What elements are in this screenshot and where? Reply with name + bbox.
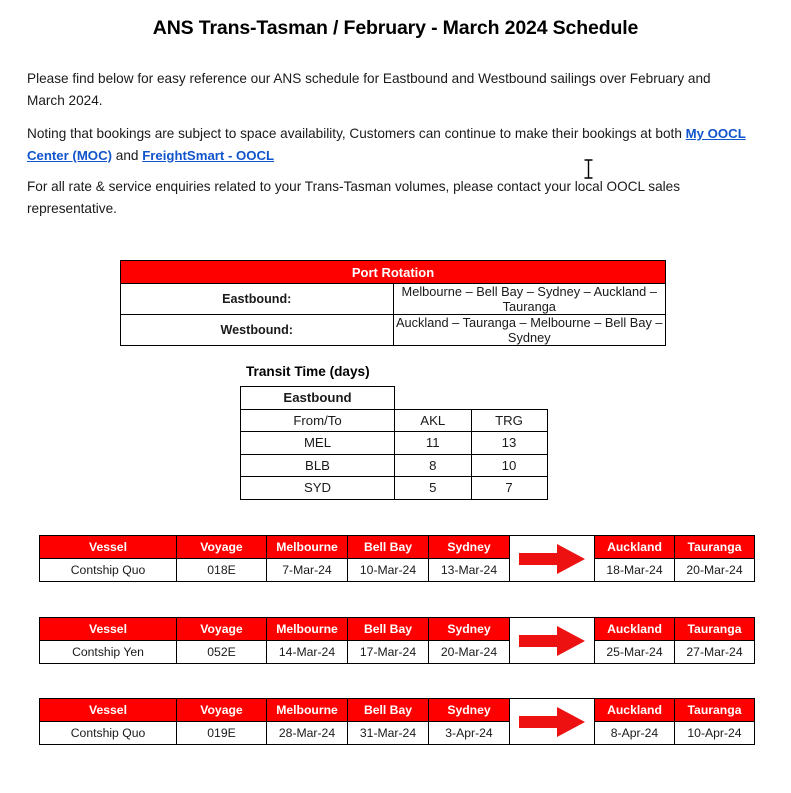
vessel-schedule-table-3 xyxy=(39,698,755,745)
schedule-tauranga-date: 20-Mar-24 xyxy=(675,559,755,582)
transit-time-direction: Eastbound xyxy=(241,387,395,410)
transit-time-header-row xyxy=(241,409,548,432)
schedule-vessel: Contship Quo xyxy=(40,559,177,582)
arrow-right-icon xyxy=(510,618,594,663)
schedule-header-voyage: Voyage xyxy=(177,618,267,641)
transit-time-table xyxy=(240,386,548,500)
schedule-header-melbourne: Melbourne xyxy=(267,536,348,559)
schedule-header-sydney: Sydney xyxy=(429,536,510,559)
schedule-tauranga-date: 27-Mar-24 xyxy=(675,641,755,664)
link-freightsmart-oocl[interactable]: FreightSmart - OOCL xyxy=(142,147,275,163)
table-row xyxy=(40,641,755,664)
port-rotation-table xyxy=(120,260,666,346)
eastbound-arrow-cell xyxy=(510,699,595,745)
schedule-header-melbourne: Melbourne xyxy=(267,618,348,641)
port-rotation-eastbound-label: Eastbound: xyxy=(121,284,394,315)
table-row xyxy=(40,722,755,745)
transit-time-from-syd: SYD xyxy=(241,477,395,500)
schedule-bell-bay-date: 31-Mar-24 xyxy=(348,722,429,745)
schedule-header-bell-bay: Bell Bay xyxy=(348,536,429,559)
port-rotation-westbound-ports: Auckland – Tauranga – Melbourne – Bell Bay – Sydney xyxy=(393,315,666,346)
eastbound-arrow-cell xyxy=(510,618,595,664)
link-my-oocl-center[interactable]: My OOCL Center (MOC) xyxy=(27,126,746,163)
transit-time-header-trg: TRG xyxy=(471,409,547,432)
booking-paragraph xyxy=(27,123,753,166)
schedule-header-bell-bay: Bell Bay xyxy=(348,618,429,641)
schedule-vessel: Contship Quo xyxy=(40,722,177,745)
schedule-bell-bay-date: 17-Mar-24 xyxy=(348,641,429,664)
schedule-voyage: 018E xyxy=(177,559,267,582)
table-row xyxy=(121,284,666,315)
text-cursor-icon xyxy=(583,159,594,179)
schedule-header-vessel: Vessel xyxy=(40,618,177,641)
schedule-voyage: 052E xyxy=(177,641,267,664)
schedule-header-row xyxy=(40,536,755,559)
schedule-header-bell-bay: Bell Bay xyxy=(348,699,429,722)
port-rotation-title-row xyxy=(121,261,666,284)
transit-time-mel-akl: 11 xyxy=(395,432,472,455)
transit-time-blb-akl: 8 xyxy=(395,454,472,477)
schedule-header-melbourne: Melbourne xyxy=(267,699,348,722)
table-row xyxy=(121,315,666,346)
table-row xyxy=(241,477,548,500)
transit-time-from-mel: MEL xyxy=(241,432,395,455)
page-title: ANS Trans-Tasman / February - March 2024 Schedule xyxy=(152,17,639,39)
transit-time-blb-trg: 10 xyxy=(471,454,547,477)
vessel-schedule-table-2 xyxy=(39,617,755,664)
schedule-voyage: 019E xyxy=(177,722,267,745)
schedule-sydney-date: 20-Mar-24 xyxy=(429,641,510,664)
schedule-header-vessel: Vessel xyxy=(40,536,177,559)
schedule-auckland-date: 25-Mar-24 xyxy=(595,641,675,664)
transit-time-spacer-2 xyxy=(471,387,547,410)
arrow-right-icon xyxy=(510,699,594,744)
enquiries-paragraph: For all rate & service enquiries related to your Trans-Tasman volumes, please contact your local OOCL sales representative. xyxy=(27,179,681,216)
schedule-header-sydney: Sydney xyxy=(429,699,510,722)
transit-time-from-blb: BLB xyxy=(241,454,395,477)
schedule-header-tauranga: Tauranga xyxy=(675,699,755,722)
table-row xyxy=(241,432,548,455)
schedule-auckland-date: 8-Apr-24 xyxy=(595,722,675,745)
transit-time-label: Transit Time (days) xyxy=(246,364,370,379)
arrow-right-icon xyxy=(510,536,594,581)
schedule-auckland-date: 18-Mar-24 xyxy=(595,559,675,582)
booking-text-lead: Noting that bookings are subject to space availability, Customers can continue to make their bookings at both xyxy=(27,126,686,141)
eastbound-arrow-cell xyxy=(510,536,595,582)
schedule-header-auckland: Auckland xyxy=(595,536,675,559)
port-rotation-eastbound-ports: Melbourne – Bell Bay – Sydney – Auckland – Tauranga xyxy=(393,284,666,315)
transit-time-mel-trg: 13 xyxy=(471,432,547,455)
transit-time-spacer-1 xyxy=(395,387,472,410)
schedule-bell-bay-date: 10-Mar-24 xyxy=(348,559,429,582)
schedule-header-sydney: Sydney xyxy=(429,618,510,641)
booking-text-conjunction: and xyxy=(112,147,143,163)
schedule-header-tauranga: Tauranga xyxy=(675,618,755,641)
schedule-sydney-date: 3-Apr-24 xyxy=(429,722,510,745)
schedule-header-tauranga: Tauranga xyxy=(675,536,755,559)
intro-paragraph: Please find below for easy reference our ANS schedule for Eastbound and Westbound sailings over February and March 2024. xyxy=(27,71,711,108)
schedule-header-row xyxy=(40,699,755,722)
transit-time-syd-trg: 7 xyxy=(471,477,547,500)
schedule-header-auckland: Auckland xyxy=(595,618,675,641)
port-rotation-westbound-label: Westbound: xyxy=(121,315,394,346)
schedule-vessel: Contship Yen xyxy=(40,641,177,664)
table-row xyxy=(241,454,548,477)
schedule-melbourne-date: 28-Mar-24 xyxy=(267,722,348,745)
vessel-schedule-table-1 xyxy=(39,535,755,582)
schedule-header-voyage: Voyage xyxy=(177,699,267,722)
schedule-header-auckland: Auckland xyxy=(595,699,675,722)
schedule-melbourne-date: 14-Mar-24 xyxy=(267,641,348,664)
transit-time-header-akl: AKL xyxy=(395,409,472,432)
schedule-tauranga-date: 10-Apr-24 xyxy=(675,722,755,745)
schedule-sydney-date: 13-Mar-24 xyxy=(429,559,510,582)
schedule-header-row xyxy=(40,618,755,641)
schedule-header-voyage: Voyage xyxy=(177,536,267,559)
schedule-melbourne-date: 7-Mar-24 xyxy=(267,559,348,582)
transit-time-syd-akl: 5 xyxy=(395,477,472,500)
table-row xyxy=(40,559,755,582)
transit-time-header-from-to: From/To xyxy=(241,409,395,432)
schedule-header-vessel: Vessel xyxy=(40,699,177,722)
port-rotation-title: Port Rotation xyxy=(121,261,666,284)
transit-time-direction-row xyxy=(241,387,548,410)
